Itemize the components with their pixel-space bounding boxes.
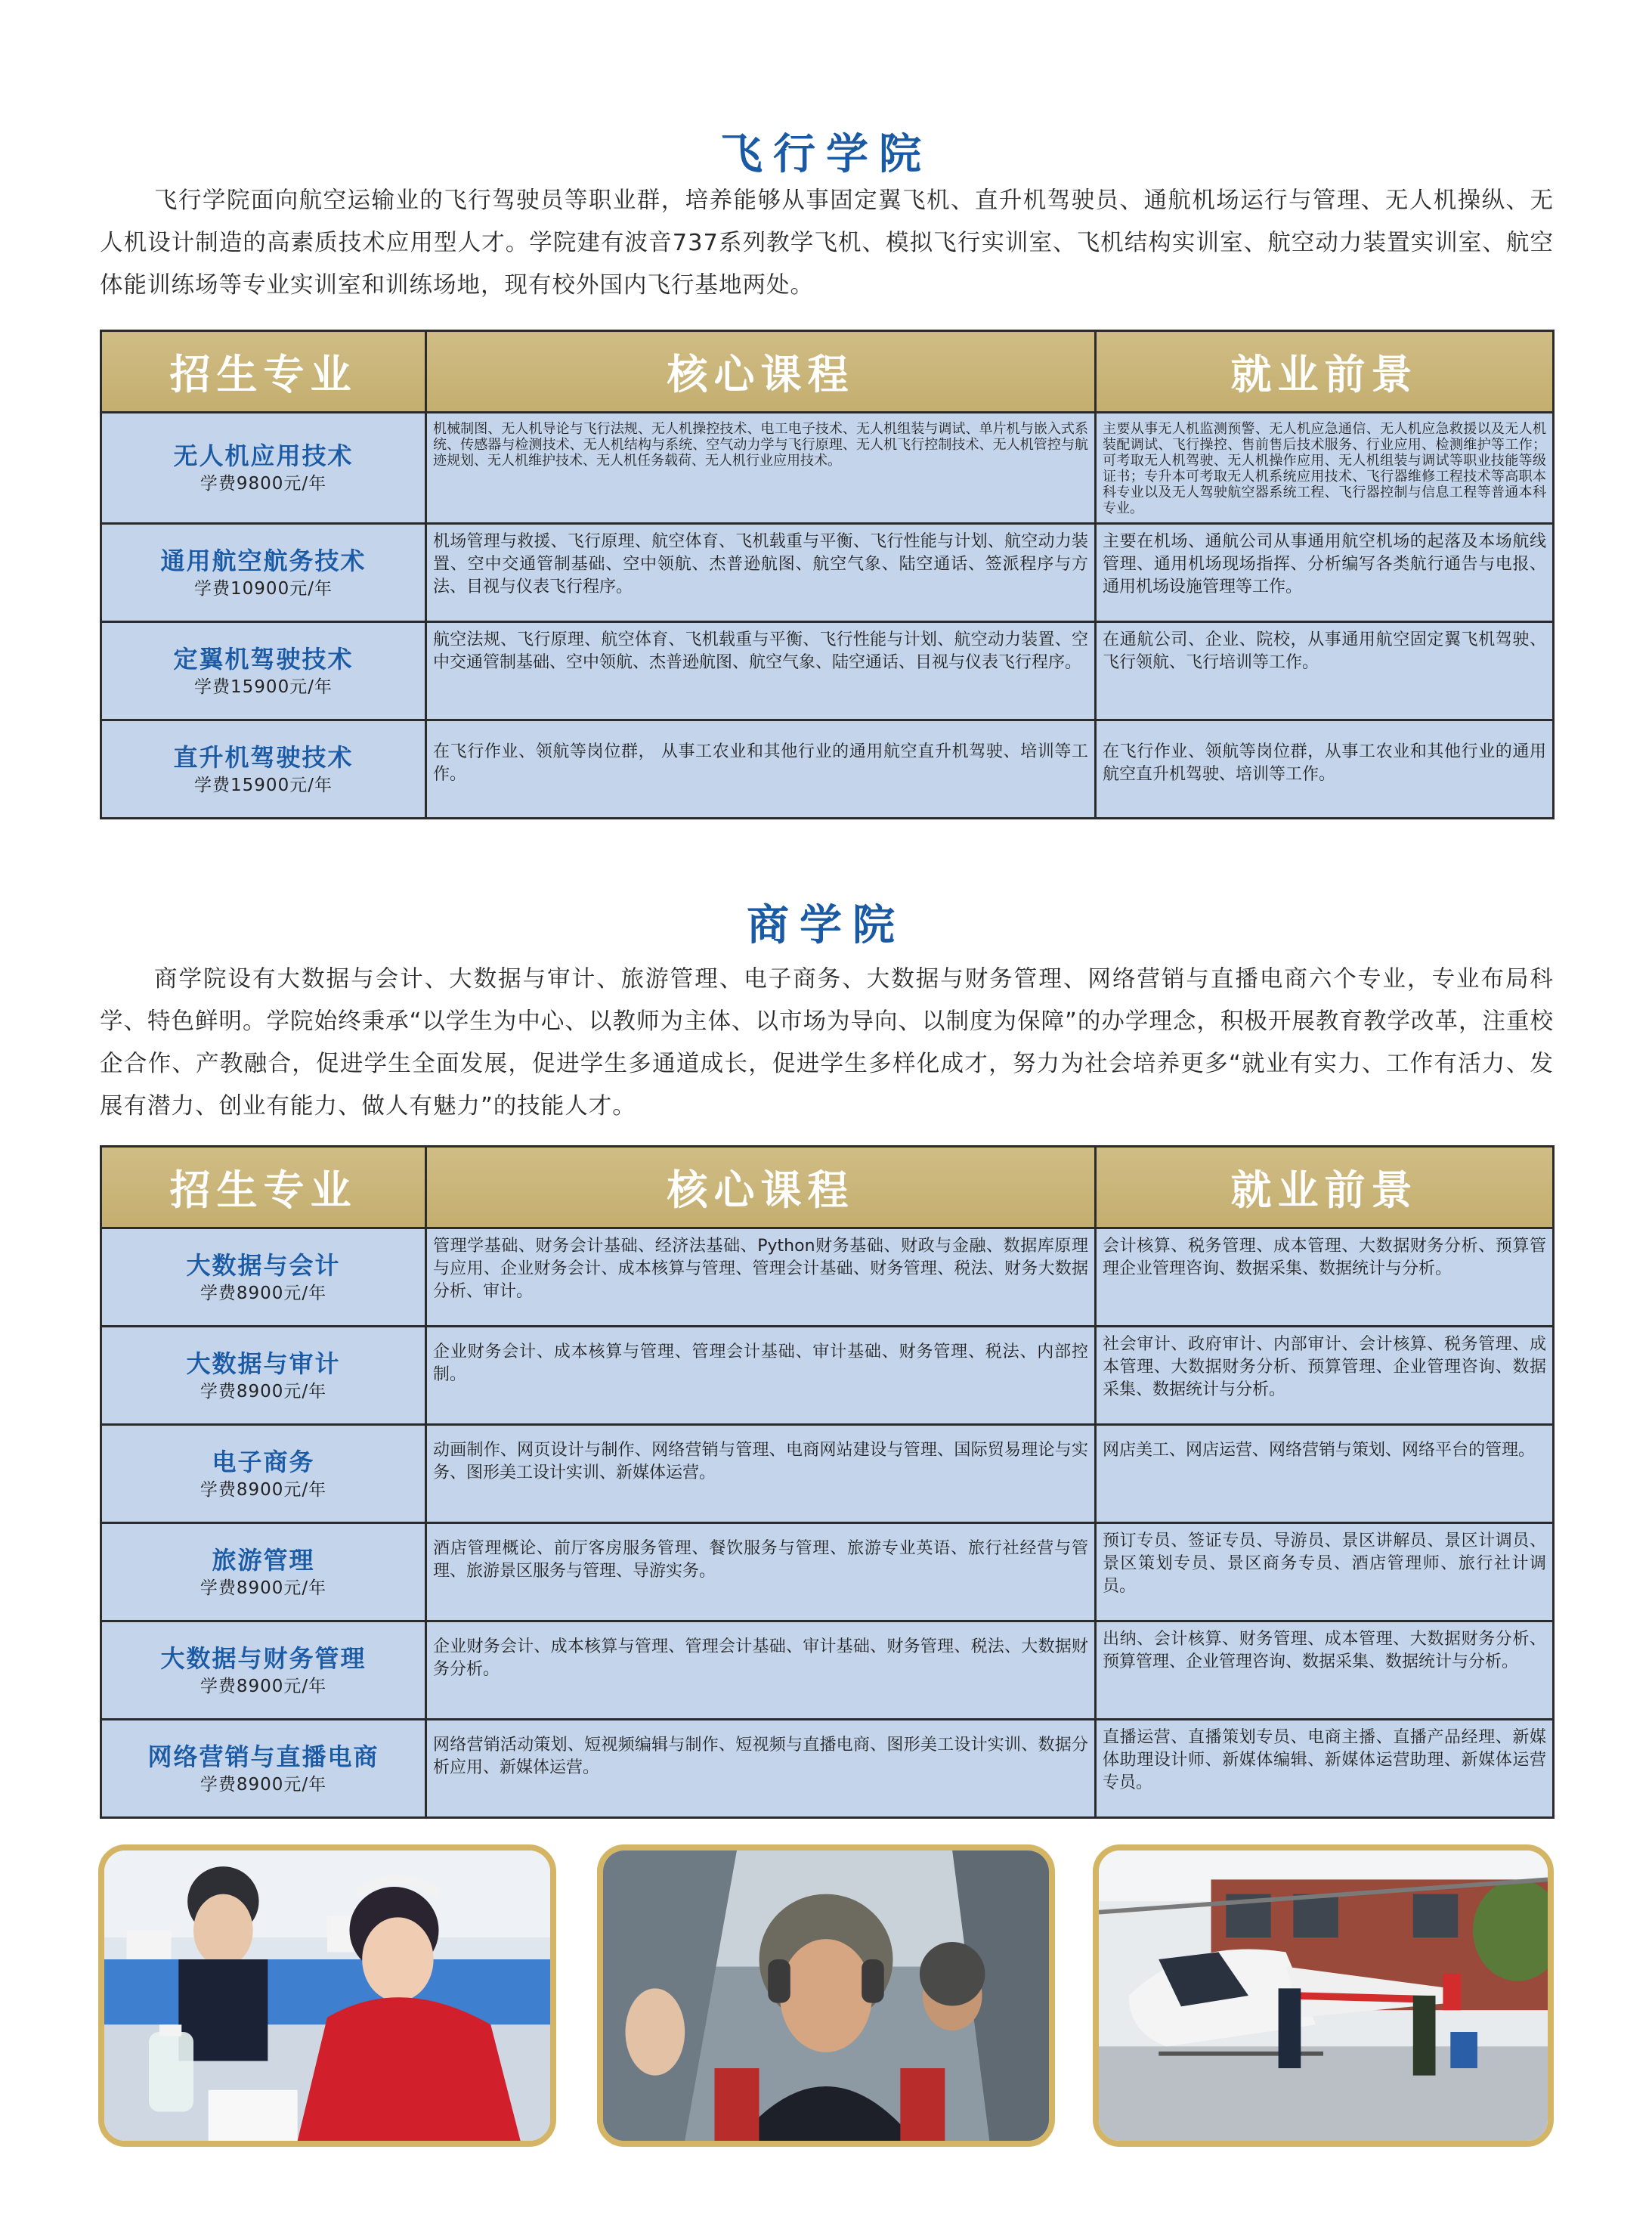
table-row: [101, 413, 1554, 524]
table-row: [101, 720, 1554, 819]
flight-majors-table: [100, 330, 1555, 819]
classroom-photo-illustration: [104, 1851, 550, 2141]
header-courses: 核心课程: [426, 1147, 1096, 1228]
flight-college-intro: 飞行学院面向航空运输业的飞行驾驶员等职业群，培养能够从事固定翼飞机、直升机驾驶员、通航机场运行与管理、无人机操纵、无人机设计制造的高素质技术应用型人才。学院建有波音737系列教学飞机、模拟飞行实训室、飞机结构实训室、航空动力装置实训室、航空体能训练场等专业实训室和训练场地，现有校外国内飞行基地两处。: [100, 187, 1554, 299]
flight-college-title: 飞行学院: [720, 130, 932, 179]
jobs-cell: 预订专员、签证专员、导游员、景区讲解员、景区计调员、景区策划专员、景区商务专员、酒店管理师、旅行社计调员。: [1096, 1523, 1554, 1621]
major-cell: [101, 1228, 426, 1327]
major-cell: [101, 1720, 426, 1818]
major-name: 网络营销与直播电商: [147, 1742, 379, 1771]
courses-cell: 航空法规、飞行原理、航空体育、飞机载重与平衡、飞行性能与计划、航空动力装置、空中交通管制基础、空中领航、杰普逊航图、航空气象、陆空通话、目视与仪表飞行程序。: [426, 622, 1096, 720]
jobs-cell: 在飞行作业、领航等岗位群，从事工农业和其他行业的通用航空直升机驾驶、培训等工作。: [1096, 720, 1554, 819]
table-row: [101, 1720, 1554, 1818]
table-row: [101, 524, 1554, 622]
major-name: 无人机应用技术: [173, 441, 354, 470]
major-name: 直升机驾驶技术: [173, 742, 354, 772]
header-courses: 核心课程: [426, 331, 1096, 413]
courses-cell: 网络营销活动策划、短视频编辑与制作、短视频与直播电商、图形美工设计实训、数据分析应用、新媒体运营。: [426, 1720, 1096, 1818]
business-majors-table: [100, 1145, 1555, 1819]
major-name: 大数据与会计: [186, 1250, 341, 1280]
photo-cockpit-pilot: [597, 1844, 1055, 2147]
major-name: 大数据与审计: [186, 1349, 341, 1378]
header-jobs: 就业前景: [1096, 1147, 1554, 1228]
courses-cell: 酒店管理概论、前厅客房服务管理、餐饮服务与管理、旅游专业英语、旅行社经营与管理、旅游景区服务与管理、导游实务。: [426, 1523, 1096, 1621]
jobs-cell: 直播运营、直播策划专员、电商主播、直播产品经理、新媒体助理设计师、新媒体编辑、新媒体运营助理、新媒体运营专员。: [1096, 1720, 1554, 1818]
major-fee: 学费8900元/年: [200, 1479, 327, 1500]
major-name: 通用航空航务技术: [160, 546, 367, 575]
courses-cell: 在飞行作业、领航等岗位群， 从事工农业和其他行业的通用航空直升机驾驶、培训等工作。: [426, 720, 1096, 819]
major-cell: [101, 1523, 426, 1621]
major-cell: [101, 413, 426, 524]
major-fee: 学费8900元/年: [200, 1578, 327, 1598]
business-school-title: 商学院: [747, 901, 905, 950]
photo-classroom-students: [98, 1844, 556, 2147]
major-fee: 学费8900元/年: [200, 1676, 327, 1696]
table-row: [101, 622, 1554, 720]
major-fee: 学费15900元/年: [194, 775, 333, 795]
courses-cell: 企业财务会计、成本核算与管理、管理会计基础、审计基础、财务管理、税法、大数据财务分析。: [426, 1621, 1096, 1720]
major-fee: 学费10900元/年: [194, 578, 333, 599]
jobs-cell: 会计核算、税务管理、成本管理、大数据财务分析、预算管理企业管理咨询、数据采集、数据统计与分析。: [1096, 1228, 1554, 1327]
header-jobs: 就业前景: [1096, 331, 1554, 413]
table-row: [101, 1228, 1554, 1327]
cockpit-photo-illustration: [603, 1851, 1049, 2141]
major-name: 大数据与财务管理: [160, 1643, 367, 1673]
courses-cell: 机场管理与救援、飞行原理、航空体育、飞机载重与平衡、飞行性能与计划、航空动力装置、空中交通管制基础、空中领航、杰普逊航图、航空气象、陆空通话、签派程序与方法、目视与仪表飞行程序。: [426, 524, 1096, 622]
table-row: [101, 1327, 1554, 1425]
major-fee: 学费8900元/年: [200, 1774, 327, 1795]
courses-cell: 动画制作、网页设计与制作、网络营销与管理、电商网站建设与管理、国际贸易理论与实务、图形美工设计实训、新媒体运营。: [426, 1425, 1096, 1523]
header-majors: 招生专业: [101, 331, 426, 413]
major-name: 定翼机驾驶技术: [173, 644, 354, 674]
major-cell: [101, 1621, 426, 1720]
major-fee: 学费8900元/年: [200, 1381, 327, 1401]
courses-cell: 企业财务会计、成本核算与管理、管理会计基础、审计基础、财务管理、税法、内部控制。: [426, 1327, 1096, 1425]
photo-helicopter: [1093, 1844, 1554, 2147]
major-name: 电子商务: [212, 1447, 315, 1476]
jobs-cell: 网店美工、网店运营、网络营销与策划、网络平台的管理。: [1096, 1425, 1554, 1523]
major-cell: [101, 524, 426, 622]
header-majors: 招生专业: [101, 1147, 426, 1228]
table-row: [101, 1425, 1554, 1523]
jobs-cell: 主要在机场、通航公司从事通用航空机场的起落及本场航线管理、通用机场现场指挥、分析编写各类航行通告与电报、通用机场设施管理等工作。: [1096, 524, 1554, 622]
helicopter-photo-illustration: [1099, 1851, 1548, 2141]
courses-cell: 管理学基础、财务会计基础、经济法基础、Python财务基础、财政与金融、数据库原理与应用、企业财务会计、成本核算与管理、管理会计基础、财务管理、税法、财务大数据分析、审计。: [426, 1228, 1096, 1327]
major-fee: 学费15900元/年: [194, 677, 333, 697]
table-row: [101, 1621, 1554, 1720]
jobs-cell: 在通航公司、企业、院校，从事通用航空固定翼飞机驾驶、飞行领航、飞行培训等工作。: [1096, 622, 1554, 720]
jobs-cell: 出纳、会计核算、财务管理、成本管理、大数据财务分析、预算管理、企业管理咨询、数据采集、数据统计与分析。: [1096, 1621, 1554, 1720]
major-cell: [101, 622, 426, 720]
major-cell: [101, 1425, 426, 1523]
major-cell: [101, 720, 426, 819]
major-fee: 学费8900元/年: [200, 1283, 327, 1303]
major-fee: 学费9800元/年: [200, 474, 327, 494]
major-name: 旅游管理: [212, 1545, 315, 1575]
courses-cell: 机械制图、无人机导论与飞行法规、无人机操控技术、电工电子技术、无人机组装与调试、单片机与嵌入式系统、传感器与检测技术、无人机结构与系统、空气动力学与飞行原理、无人机飞行控制技术、无人机管控与航迹规划、无人机维护技术、无人机任务载荷、无人机行业应用技术。: [426, 413, 1096, 524]
business-school-intro: 商学院设有大数据与会计、大数据与审计、旅游管理、电子商务、大数据与财务管理、网络营销与直播电商六个专业，专业布局科学、特色鲜明。学院始终秉承“以学生为中心、以教师为主体、以市场为导向、以制度为保障”的办学理念，积极开展教育教学改革，注重校企合作、产教融合，促进学生全面发展，促进学生多通道成长，促进学生多样化成才，努力为社会培养更多“就业有实力、工作有活力、发展有潜力、创业有能力、做人有魅力”的技能人才。: [100, 966, 1554, 1120]
table-row: [101, 1523, 1554, 1621]
major-cell: [101, 1327, 426, 1425]
jobs-cell: 社会审计、政府审计、内部审计、会计核算、税务管理、成本管理、大数据财务分析、预算管理、企业管理咨询、数据采集、数据统计与分析。: [1096, 1327, 1554, 1425]
jobs-cell: 主要从事无人机监测预警、无人机应急通信、无人机应急救援以及无人机装配调试、飞行操控、售前售后技术服务、行业应用、检测维护等工作；可考取无人机驾驶、无人机操作应用、无人机组装与调试等职业技能等级证书；专升本可考取无人机系统应用技术、飞行器维修工程技术等高职本科专业以及无人驾驶航空器系统工程、飞行器控制与信息工程等普通本科专业。: [1096, 413, 1554, 524]
